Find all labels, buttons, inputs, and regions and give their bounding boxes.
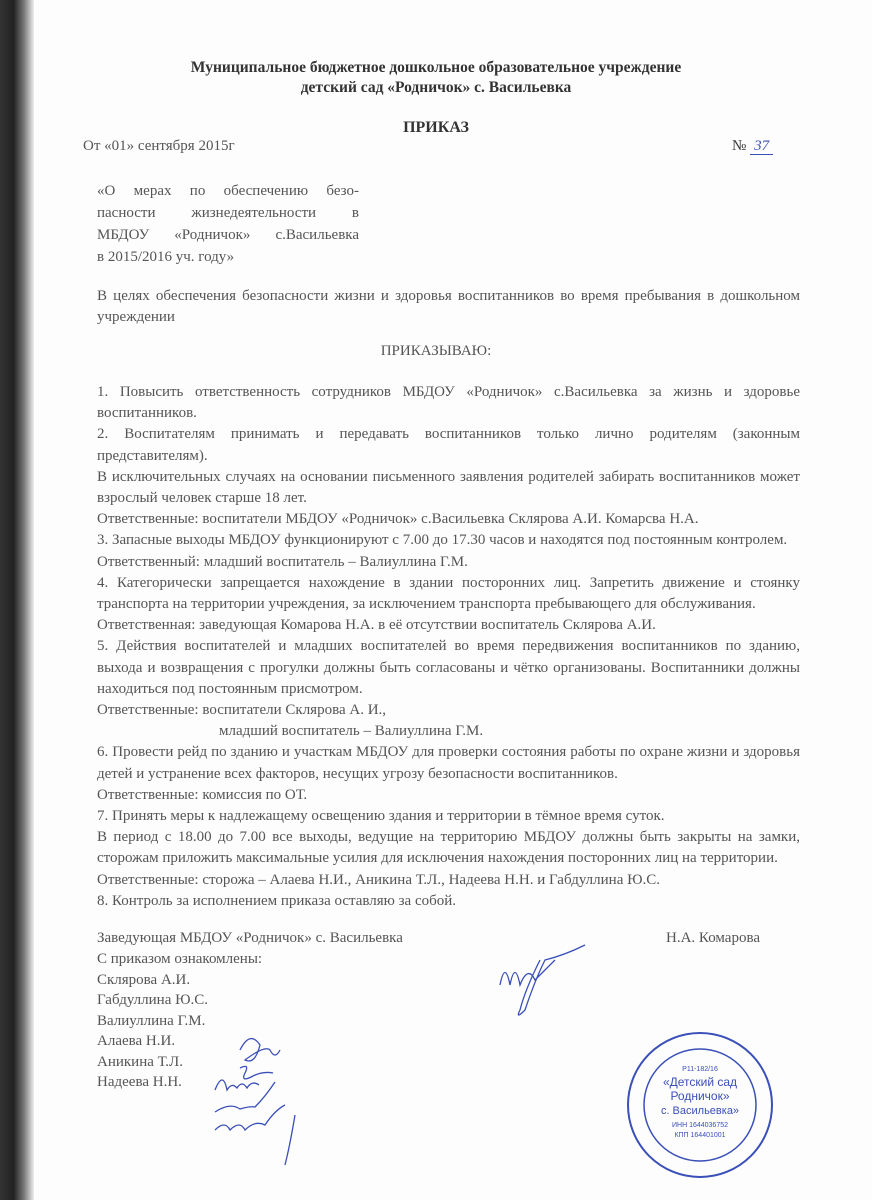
paragraph: Ответственная: заведующая Комарова Н.А. в её отсутствии воспитатель Склярова А.И.: [97, 617, 656, 634]
subject-line: в 2015/2016 уч. году»: [97, 249, 235, 265]
number-label: №: [732, 138, 747, 154]
acquainted-label: С приказом ознакомлены:: [97, 951, 263, 968]
paragraph: 8. Контроль за исполнением приказа оставляю за собой.: [97, 892, 457, 909]
number-value: 37: [750, 138, 773, 155]
acquainted-name: Алаева Н.И.: [97, 1033, 176, 1050]
acquainted-name: Аникина Т.Л.: [97, 1053, 183, 1070]
signature-row: [97, 928, 800, 949]
paragraph: 4. Категорически запрещается нахождение в здании посторонних лиц. Запретить движение и стоянку транспорта на территории учреждения, за исключением транспорта пребывающего для обслуживания.: [97, 574, 800, 613]
paragraph: Ответственный: младший воспитатель – Валиуллина Г.М.: [97, 553, 468, 570]
acquainted-name: Склярова А.И.: [97, 971, 191, 988]
document-title: ПРИКАЗ: [403, 119, 469, 136]
paragraph: 2. Воспитателям принимать и передавать воспитанников только лично родителям (законным представителям).: [97, 426, 800, 464]
paragraph: В период с 18.00 до 7.00 все выходы, ведущие на территорию МБДОУ должны быть закрыты на замки, сторожам приложить максимальные усилия для исключения нахождения посторонних лиц на территории.: [97, 829, 800, 867]
acquainted-name: Валиуллина Г.М.: [97, 1012, 206, 1029]
scan-edge-shadow: [0, 0, 34, 1200]
institution-name-line1: Муниципальное бюджетное дошкольное образовательное учреждение: [190, 59, 682, 76]
paragraph: Ответственные: сторожа – Алаева Н.И., Аникина Т.Л., Надеева Н.Н. и Габдуллина Ю.С.: [97, 871, 661, 888]
paragraph: 3. Запасные выходы МБДОУ функционируют с 7.00 до 17.30 часов и находятся под постоянным контролем.: [97, 532, 788, 549]
acquainted-list: [97, 949, 800, 1093]
stamp-text: Родничок»: [670, 1089, 730, 1103]
paragraph: 7. Принять меры к надлежащему освещению здания и территории в тёмное время суток.: [97, 808, 665, 825]
stamp-text: ИНН 1644036752: [671, 1122, 729, 1129]
head-position: Заведующая МБДОУ «Родничок» с. Васильевка: [97, 930, 403, 947]
subject-line: МБДОУ «Родничок» с.Васильевка: [97, 227, 359, 243]
paragraph: 5. Действия воспитателей и младших воспитателей во время передвижения воспитанников по зданию, выхода и возвращения с прогулки должны быть согласованы и чётко организованы. Воспитанники должны находиться под постоянным присмотром.: [97, 638, 800, 697]
paragraph: Ответственные: воспитатели МБДОУ «Родничок» с.Васильевка Склярова А.И. Комарсва Н.А.: [97, 511, 699, 528]
stamp-text: «Детский сад: [662, 1075, 738, 1089]
subject-line: «О мерах по обеспечению безо-: [97, 183, 359, 199]
paragraph: Ответственные: комиссия по ОТ.: [97, 786, 308, 803]
preamble: В целях обеспечения безопасности жизни и здоровья воспитанников во время пребывания в дошкольном учреждении: [97, 288, 800, 326]
order-body: [97, 382, 800, 1093]
paragraph: младший воспитатель – Валиуллина Г.М.: [219, 723, 484, 740]
order-subject: [97, 180, 359, 268]
order-word: ПРИКАЗЫВАЮ:: [380, 343, 492, 359]
order-number: [732, 138, 773, 155]
paragraph: 1. Повысить ответственность сотрудников МБДОУ «Родничок» с.Васильевка за жизнь и здоровье воспитанников.: [97, 384, 800, 422]
signature-nadeeva: [215, 1105, 295, 1165]
stamp-text: КПП 164401001: [674, 1132, 726, 1139]
institution-name-line2: детский сад «Родничок» с. Васильевка: [300, 79, 572, 96]
order-date: От «01» сентября 2015г: [83, 138, 235, 154]
paragraph: В исключительных случаях на основании письменного заявления родителей забирать воспитанников может взрослый человек старше 18 лет.: [97, 468, 800, 507]
acquainted-name: Надеева Н.Н.: [97, 1074, 182, 1091]
stamp-text: Р11-182/16: [682, 1066, 718, 1073]
subject-line: пасности жизнедеятельности в: [97, 205, 359, 221]
acquainted-name: Габдуллина Ю.С.: [97, 992, 209, 1009]
stamp-text: с. Васильевка»: [660, 1105, 740, 1117]
head-name: Н.А. Комарова: [666, 930, 760, 947]
paragraph: 6. Провести рейд по зданию и участкам МБДОУ для проверки состояния работы по охране жизни и здоровья детей и устранение всех факторов, несущих угрозу безопасности воспитанников.: [97, 744, 800, 782]
paragraph: Ответственные: воспитатели Склярова А. И.,: [97, 702, 387, 719]
